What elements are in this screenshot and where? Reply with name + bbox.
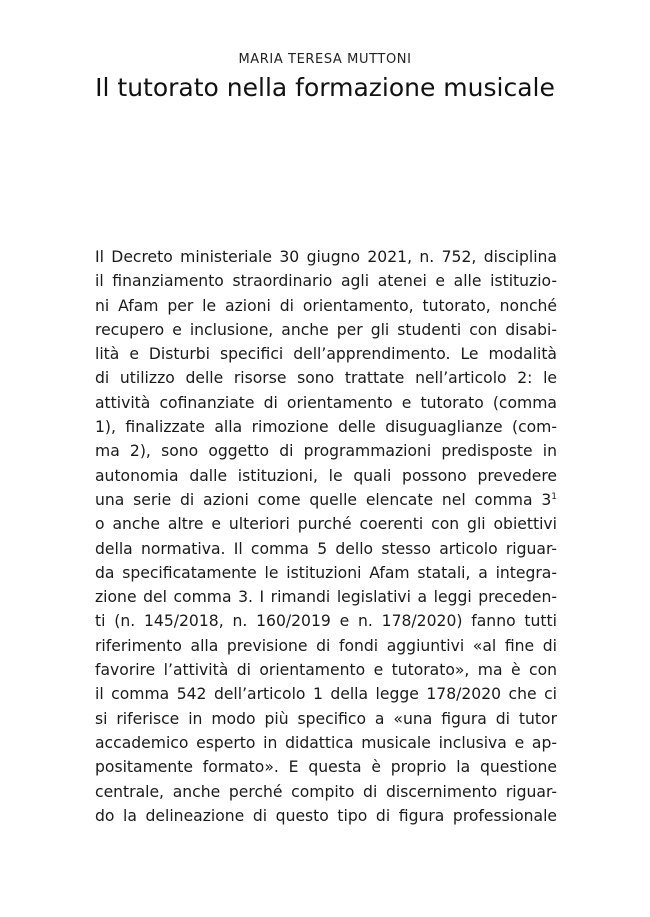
text-line: riferimento alla previsione di fondi aggiuntivi «al fine di bbox=[95, 636, 557, 655]
text-line: do la delineazione di questo tipo di figura professionale bbox=[95, 806, 557, 825]
text-line: ni Afam per le azioni di orientamento, tutorato, nonché bbox=[95, 296, 557, 315]
text-line: da specificatamente le istituzioni Afam statali, a integra- bbox=[95, 563, 557, 582]
text-line: attività cofinanziate di orientamento e tutorato (comma bbox=[95, 393, 557, 412]
text-line: zione del comma 3. I rimandi legislativi a leggi preceden- bbox=[95, 588, 557, 607]
text-line: centrale, anche perché compito di discernimento riguar- bbox=[95, 782, 557, 801]
text-line: il comma 542 dell’articolo 1 della legge 178/2020 che ci bbox=[95, 685, 557, 704]
footnote-ref[interactable]: 1 bbox=[551, 491, 557, 502]
text-line-content: una serie di azioni come quelle elencate nel comma 3 bbox=[95, 490, 552, 509]
text-line: di utilizzo delle risorse sono trattate nell’articolo 2: le bbox=[95, 369, 557, 388]
text-line: autonomia dalle istituzioni, le quali possono prevedere bbox=[95, 466, 557, 485]
body-text bbox=[95, 245, 557, 828]
author-name: MARIA TERESA MUTTONI bbox=[238, 52, 412, 67]
text-line: recupero e inclusione, anche per gli studenti con disabi- bbox=[95, 320, 557, 339]
text-line: della normativa. Il comma 5 dello stesso articolo riguar- bbox=[95, 539, 557, 558]
text-line: Il Decreto ministeriale 30 giugno 2021, n. 752, disciplina bbox=[95, 248, 557, 266]
text-line-with-footnote bbox=[95, 488, 557, 512]
text-line: o anche altre e ulteriori purché coerenti con gli obiettivi bbox=[95, 515, 557, 534]
text-line: il finanziamento straordinario agli atenei e alle istituzio- bbox=[95, 272, 557, 291]
text-line: positamente formato». E questa è proprio la questione bbox=[95, 758, 557, 777]
text-line: favorire l’attività di orientamento e tutorato», ma è con bbox=[95, 661, 557, 680]
text-line: ti (n. 145/2018, n. 160/2019 e n. 178/2020) fanno tutti bbox=[95, 612, 557, 631]
text-line: ma 2), sono oggetto di programmazioni predisposte in bbox=[95, 442, 557, 461]
text-line: 1), finalizzate alla rimozione delle disuguaglianze (com- bbox=[95, 418, 557, 437]
text-line: si riferisce in modo più specifico a «una figura di tutor bbox=[95, 709, 557, 728]
text-line: accademico esperto in didattica musicale inclusiva e ap- bbox=[95, 733, 557, 752]
text-line: lità e Disturbi specifici dell’apprendimento. Le modalità bbox=[95, 345, 557, 364]
chapter-title: Il tutorato nella formazione musicale bbox=[95, 73, 555, 102]
